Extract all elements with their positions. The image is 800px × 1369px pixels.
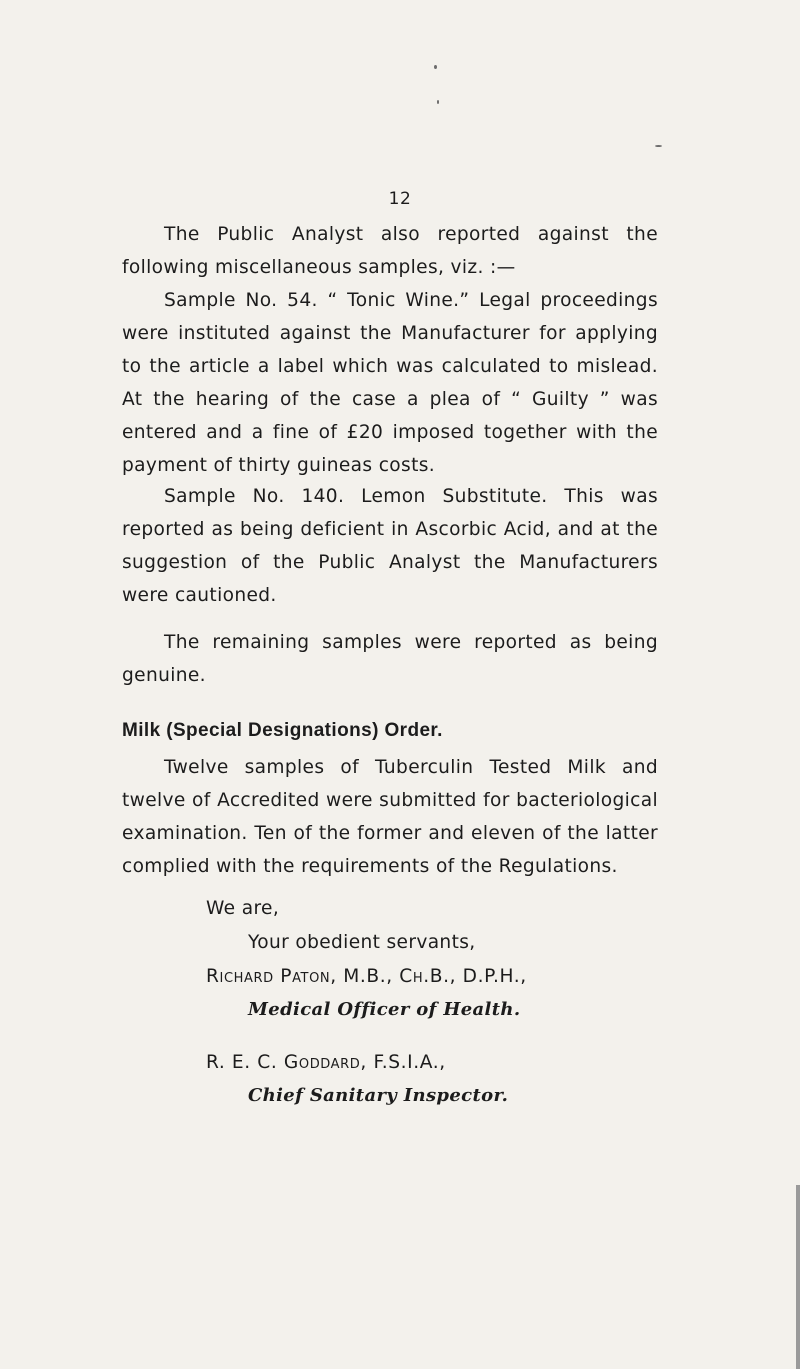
signatory-1-name: Richard Paton, M.B., Ch.B., D.P.H., (206, 966, 527, 987)
scan-speck (434, 65, 437, 69)
signatory-2-name: R. E. C. Goddard, F.S.I.A., (206, 1052, 446, 1073)
signatory-2-title: Chief Sanitary Inspector. (248, 1085, 509, 1106)
milk-order-paragraph: Twelve samples of Tuberculin Tested Milk and twelve of Accredited were submitted for bacteriological examination. Ten of the former and eleven of the latter complied with the requirements of the Regulations. (122, 757, 658, 877)
scan-edge-shadow (796, 1185, 800, 1369)
remaining-samples-paragraph: The remaining samples were reported as being genuine. (122, 632, 658, 686)
scan-speck (655, 145, 662, 147)
scan-speck (437, 100, 439, 104)
intro-paragraph: The Public Analyst also reported against the following miscellaneous samples, viz. :— (122, 224, 658, 278)
signatory-1-title: Medical Officer of Health. (248, 999, 521, 1020)
page-number: 12 (388, 189, 412, 209)
section-heading: Milk (Special Designations) Order. (122, 720, 443, 741)
signature-closing: Your obedient servants, (248, 932, 476, 953)
tonic-wine-paragraph: Sample No. 54. “ Tonic Wine.” Legal proceedings were instituted against the Manufacturer for applying to the article a label which was calculated to mislead. At the hearing of the case a plea of “ Guilty ” was entered and a fine of £20 imposed together with the payment of thirty guineas costs. (122, 290, 658, 476)
lemon-substitute-paragraph: Sample No. 140. Lemon Substitute. This was reported as being deficient in Ascorbic Acid, and at the suggestion of the Public Analyst the Manufacturers were cautioned. (122, 486, 658, 606)
signature-salutation: We are, (206, 898, 280, 919)
